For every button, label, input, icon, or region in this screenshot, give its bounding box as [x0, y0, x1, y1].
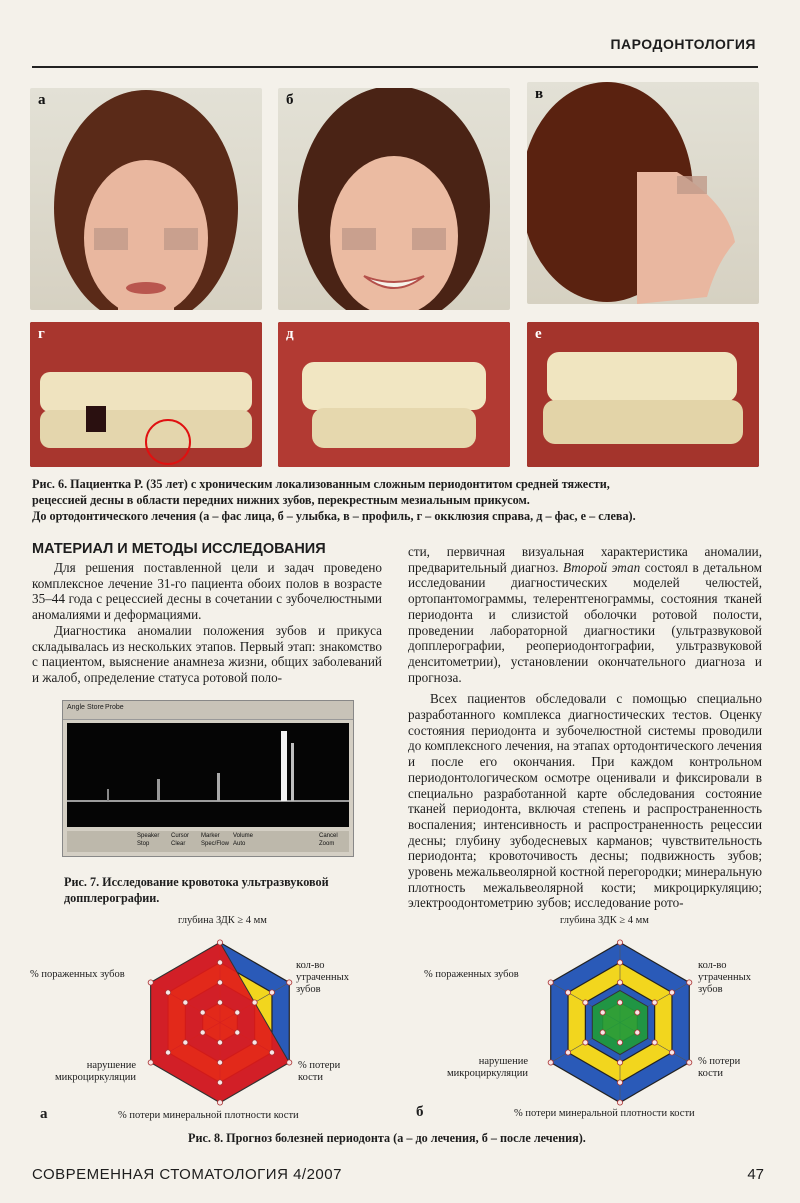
radar-marker: [617, 1100, 622, 1105]
radar-marker: [217, 960, 222, 965]
doppler-control[interactable]: Stop: [137, 841, 150, 847]
radar-marker: [165, 1050, 170, 1055]
radar-marker: [269, 1050, 274, 1055]
radar-marker: [617, 940, 622, 945]
doppler-tab: Store: [87, 704, 104, 711]
radar-a-axis-lost-teeth: [296, 960, 349, 996]
radar-chart-before: [130, 935, 310, 1110]
radar-marker: [617, 960, 622, 965]
smile-image: [278, 88, 510, 310]
radar-b-axis-bone-loss: [698, 1056, 740, 1080]
radar-marker: [652, 1000, 657, 1005]
profile-image: [527, 82, 759, 304]
doppler-control[interactable]: Auto: [233, 841, 246, 847]
radar-marker: [583, 1000, 588, 1005]
doppler-control[interactable]: Clear: [171, 841, 186, 847]
label-line: утраченных: [698, 972, 751, 983]
section-title: ПАРОДОНТОЛОГИЯ: [610, 36, 756, 52]
radar-marker: [652, 1040, 657, 1045]
radar-a-label: а: [40, 1106, 48, 1122]
radar-marker: [217, 1040, 222, 1045]
section-heading: МАТЕРИАЛ И МЕТОДЫ ИССЛЕДОВАНИЯ: [32, 541, 326, 557]
radar-marker: [583, 1040, 588, 1045]
photo-label-b: б: [286, 92, 294, 108]
doppler-control[interactable]: Volume: [233, 833, 254, 839]
page-header: [32, 32, 758, 68]
text-run: состоял в детальном исследовании диагностических моделей челюстей, ортопантомограммы, телерентгенограммы, состояния тканей периодонта и слизистой оболочки ротовой полости, проведении лабораторной диагностики (ультразвуковой допплерографии, реопериодонтографии, ультразвуковой денситометрии), установлении окончательного диагноза и прогноза.: [408, 559, 762, 685]
caption-line: рецессией десны в области передних нижних зубов, перекрестным мезиальным прикусом.: [32, 493, 530, 507]
doppler-tab: Probe: [105, 704, 124, 711]
radar-marker: [635, 1010, 640, 1015]
doppler-control[interactable]: Zoom: [319, 841, 335, 847]
photo-profile: [527, 82, 759, 304]
radar-a-axis-microcirculation: [46, 1060, 136, 1084]
doppler-control[interactable]: Spec/Flow: [201, 841, 230, 847]
radar-marker: [252, 1040, 257, 1045]
photo-label-v: в: [535, 86, 544, 102]
radar-marker: [269, 990, 274, 995]
radar-marker: [235, 1010, 240, 1015]
page-number: 47: [747, 1166, 764, 1183]
radar-marker: [217, 940, 222, 945]
radar-marker: [183, 1040, 188, 1045]
doppler-screenshot: [62, 700, 354, 857]
radar-marker: [200, 1010, 205, 1015]
doppler-toolbar: [63, 701, 353, 720]
text-run-italic: Второй этап: [563, 559, 641, 575]
photo-label-d: д: [286, 326, 294, 342]
right-column: [408, 544, 762, 911]
radar-b-label: б: [416, 1104, 424, 1120]
radar-marker: [600, 1010, 605, 1015]
radar-marker: [252, 1000, 257, 1005]
radar-marker: [217, 1060, 222, 1065]
radar-marker: [287, 1060, 292, 1065]
photo-label-e: е: [535, 326, 542, 342]
radar-marker: [687, 980, 692, 985]
radar-marker: [600, 1030, 605, 1035]
doppler-spectrum: [67, 723, 349, 827]
paragraph: [408, 544, 762, 685]
journal-footer: СОВРЕМЕННАЯ СТОМАТОЛОГИЯ 4/2007: [32, 1166, 342, 1183]
occlusion-left-image: [527, 322, 759, 467]
paragraph: Всех пациентов обследовали с помощью специально разработанного комплекса диагностических тестов. Оценку состояния периодонта и зубочелюстной системы проводили до комплексного лечения, на этапах ортодонтического лечения и после его окончания. При каждом контрольном периодонтологическом осмотре оценивали и фиксировали в специально разработанной карте обследования состояние тканей периодонта, включая степень и распространенность воспаления; интенсивность и распространенность рецессии десны; глубину зубодесневых карманов; чувствительность периодонта; кровоточивость десны; подвижность зубов; уровень межальвеолярной костной перегородки; минеральную плотность межальвеолярной кости; микроциркуляцию; электроодонтометрию зубов; исследование рото-: [408, 691, 762, 911]
label-line: зубов: [296, 984, 321, 995]
radar-marker: [565, 990, 570, 995]
occlusion-right-image: [30, 322, 262, 467]
radar-marker: [635, 1030, 640, 1035]
radar-marker: [669, 990, 674, 995]
radar-b-axis-depth: глубина ЗДК ≥ 4 мм: [560, 915, 649, 926]
photo-occlusion-left: [527, 322, 759, 467]
radar-b-axis-affected: % пораженных зубов: [424, 969, 519, 980]
label-line: % потери: [698, 1056, 741, 1067]
photo-occlusion-front: [278, 322, 510, 467]
radar-marker: [548, 980, 553, 985]
doppler-control[interactable]: Cursor: [171, 833, 190, 839]
radar-marker: [183, 1000, 188, 1005]
radar-marker: [687, 1060, 692, 1065]
figure-7-caption: [64, 874, 364, 906]
occlusion-front-image: [278, 322, 510, 467]
radar-b-axis-density: % потери минеральной плотности кости: [514, 1108, 695, 1119]
label-line: утраченных: [296, 972, 349, 983]
photo-label-a: а: [38, 92, 46, 108]
radar-marker: [217, 1100, 222, 1105]
photo-face-front: [30, 88, 262, 310]
left-column: [32, 560, 382, 686]
radar-a-axis-bone-loss: [298, 1060, 340, 1084]
paragraph: Для решения поставленной цели и задач проведено комплексное лечение 31-го пациента обоих полов в возрасте 35–44 года с рецессией десны в сочетании с зубочелюстными аномалиями и деформациями.: [32, 560, 382, 623]
doppler-controls: [67, 831, 349, 852]
radar-marker: [235, 1030, 240, 1035]
figure-8-caption: Рис. 8. Прогноз болезней периодонта (а – до лечения, б – после лечения).: [188, 1131, 586, 1145]
photo-occlusion-right: [30, 322, 262, 467]
label-line: кол-во: [698, 960, 727, 971]
doppler-waveform: [67, 723, 349, 827]
figure-6-caption: [32, 476, 752, 524]
radar-b-axis-microcirculation: [438, 1056, 528, 1080]
photo-smile: [278, 88, 510, 310]
radar-marker: [617, 980, 622, 985]
label-line: нарушение: [478, 1056, 528, 1067]
label-line: зубов: [698, 984, 723, 995]
text-run: сти, первичная визуальная характеристика аномалии, предварительный диагноз.: [408, 544, 762, 575]
caption-line: Рис. 7. Исследование кровотока ультразвуковой: [64, 875, 329, 889]
radar-marker: [217, 1000, 222, 1005]
photo-label-g: г: [38, 326, 45, 342]
doppler-control[interactable]: Cancel: [319, 833, 338, 839]
radar-marker: [617, 1080, 622, 1085]
caption-line: До ортодонтического лечения (а – фас лица, б – улыбка, в – профиль, г – окклюзия справа, д – фас, е – слева).: [32, 509, 636, 523]
radar-marker: [217, 1080, 222, 1085]
radar-a-axis-affected: % пораженных зубов: [30, 969, 125, 980]
caption-line: Рис. 6. Пациентка Р. (35 лет) с хроническим локализованным сложным периодонтитом средней тяжести,: [32, 477, 610, 491]
radar-a-axis-density: % потери минеральной плотности кости: [118, 1110, 299, 1121]
label-line: кол-во: [296, 960, 325, 971]
radar-marker: [617, 1000, 622, 1005]
radar-marker: [669, 1050, 674, 1055]
label-line: микроциркуляции: [54, 1072, 136, 1083]
radar-marker: [565, 1050, 570, 1055]
paragraph: Диагностика аномалии положения зубов и прикуса складывалась из нескольких этапов. Первый этап: знакомство с пациентом, выяснение анамнеза жизни, общих заболеваний и жалоб, определение статуса ротовой поло-: [32, 622, 382, 685]
radar-marker: [200, 1030, 205, 1035]
radar-chart-after: [530, 935, 710, 1110]
radar-marker: [165, 990, 170, 995]
radar-marker: [287, 980, 292, 985]
face-front-image: [30, 88, 262, 310]
label-line: % потери: [298, 1060, 341, 1071]
label-line: кости: [698, 1068, 723, 1079]
radar-marker: [617, 1040, 622, 1045]
radar-marker: [548, 1060, 553, 1065]
radar-marker: [148, 980, 153, 985]
label-line: кости: [298, 1072, 323, 1083]
radar-marker: [217, 980, 222, 985]
doppler-control[interactable]: Speaker: [137, 833, 160, 839]
doppler-control[interactable]: Marker: [201, 833, 220, 839]
label-line: микроциркуляции: [446, 1068, 528, 1079]
label-line: нарушение: [86, 1060, 136, 1071]
radar-marker: [617, 1060, 622, 1065]
radar-b-axis-lost-teeth: [698, 960, 751, 996]
radar-marker: [148, 1060, 153, 1065]
doppler-tab: Angle: [67, 704, 85, 711]
caption-line: допплерографии.: [64, 891, 160, 905]
radar-a-axis-depth: глубина ЗДК ≥ 4 мм: [178, 915, 267, 926]
